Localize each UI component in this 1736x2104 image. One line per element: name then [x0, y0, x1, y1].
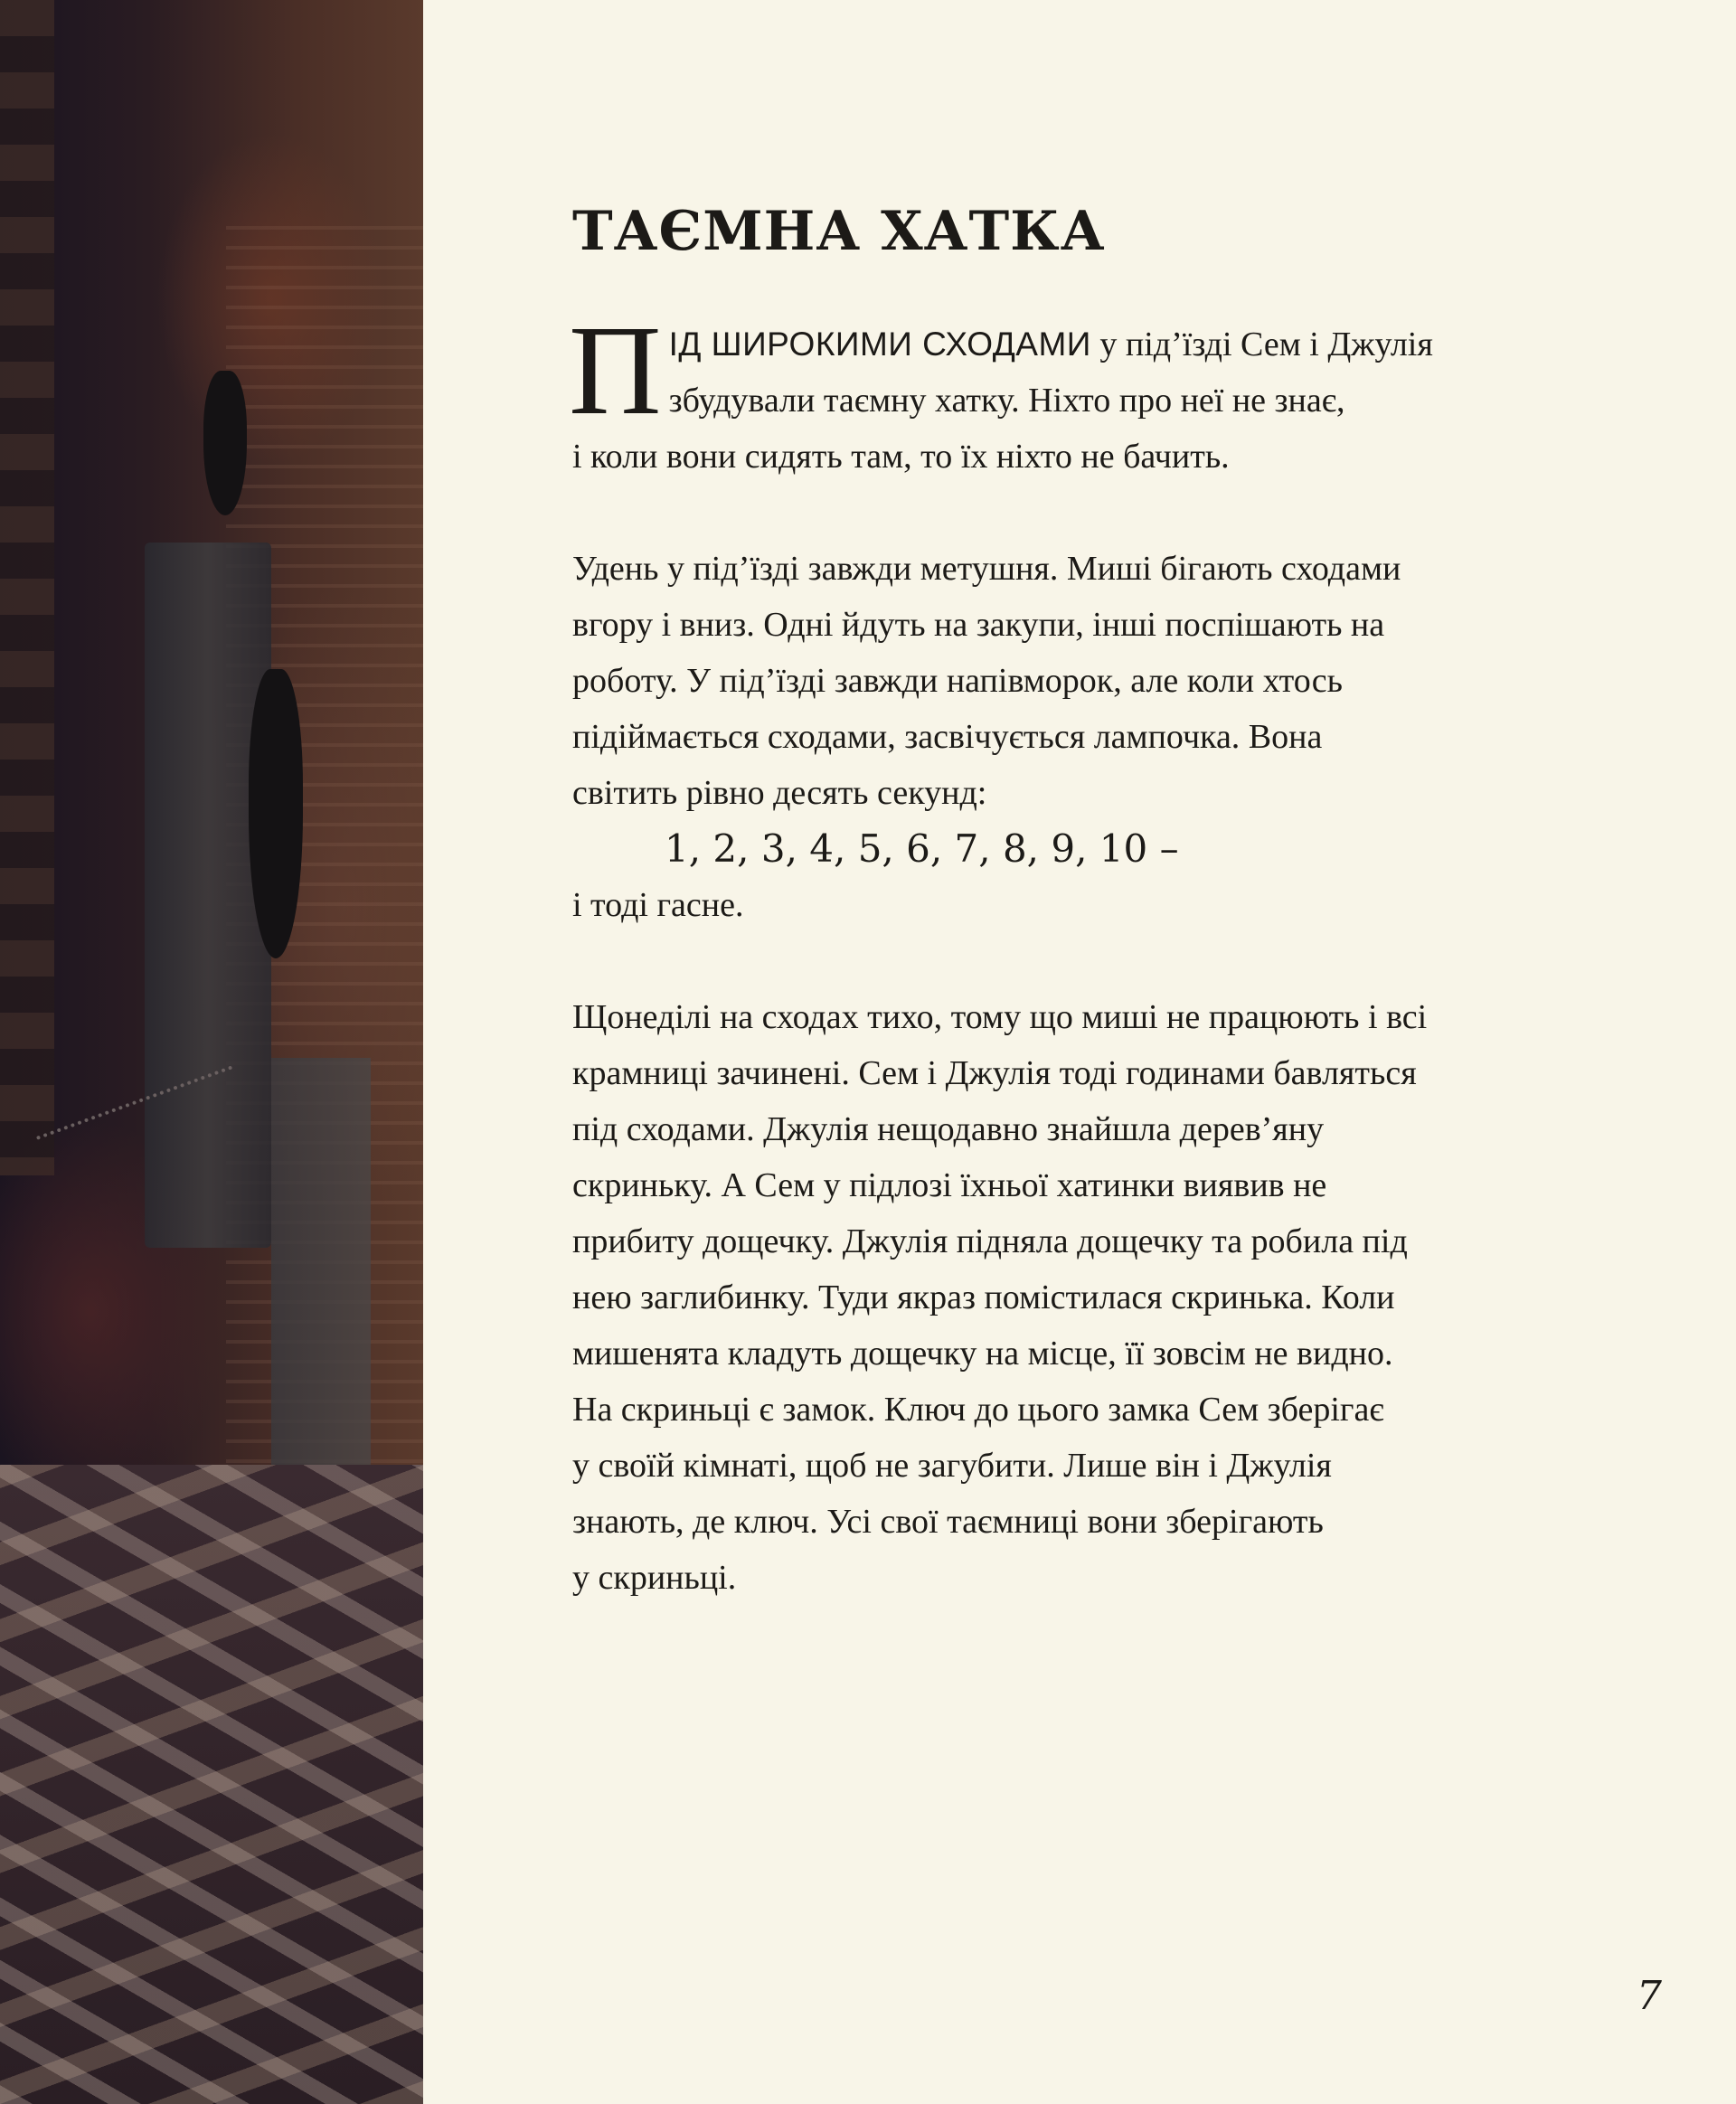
paragraph-line: у скриньці.: [572, 1559, 737, 1597]
paragraph-line: у своїй кімнаті, щоб не загубити. Лише він і Джулія: [572, 1447, 1332, 1485]
intro-line-text: у під’їзді Сем і Джулія: [1090, 326, 1433, 363]
intro-line: [572, 316, 1621, 373]
paragraph-line: нею заглибинку. Туди якраз помістилася скринька. Коли: [572, 1278, 1395, 1316]
lead-in: ІД ШИРОКИМИ СХОДАМИ: [668, 326, 1091, 363]
paragraph-line: вгору і вниз. Одні йдуть на закупи, інші поспішають на: [572, 606, 1385, 644]
paragraph-line: і тоді гасне.: [572, 886, 744, 924]
illustration-panel: [0, 0, 423, 2104]
paragraph-line: На скриньці є замок. Ключ до цього замка Сем зберігає: [572, 1391, 1384, 1429]
page-content: [569, 199, 1621, 1606]
intro-paragraph: [569, 298, 1621, 485]
paragraph-line: прибиту дощечку. Джулія підняла дощечку та робила під: [572, 1222, 1408, 1260]
boxes-illustration: [0, 1465, 423, 2104]
door-illustration: [145, 543, 271, 1248]
intro-line: і коли вони сидять там, то їх ніхто не бачить.: [572, 438, 1230, 476]
paragraph-line: крамниці зачинені. Сем і Джулія тоді годинами бавляться: [572, 1054, 1417, 1092]
paragraph-2: [572, 541, 1621, 933]
paragraph-line: роботу. У під’їзді завжди напівморок, але коли хтось: [572, 662, 1343, 700]
paragraph-line: скриньку. А Сем у підлозі їхньої хатинки виявив не: [572, 1166, 1327, 1204]
hinge-illustration: [249, 669, 303, 958]
chapter-title: ТАЄМНА ХАТКА: [572, 200, 1106, 263]
paragraph-line: Щонеділі на сходах тихо, тому що миші не працюють і всі: [572, 998, 1428, 1036]
staircase-illustration: [0, 0, 54, 1175]
counting-line: 1, 2, 3, 4, 5, 6, 7, 8, 9, 10 –: [665, 826, 1179, 871]
paragraph-3: [572, 989, 1621, 1606]
paragraph-line: підіймається сходами, засвічується лампочка. Вона: [572, 718, 1323, 756]
cabinet-illustration: [271, 1058, 371, 1528]
intro-line: збудували таємну хатку. Ніхто про неї не знає,: [668, 382, 1345, 420]
paragraph-line: під сходами. Джулія нещодавно знайшла дерев’яну: [572, 1110, 1325, 1148]
paragraph-line: Удень у під’їзді завжди метушня. Миші бігають сходами: [572, 550, 1401, 588]
paragraph-line: знають, де ключ. Усі свої таємниці вони зберігають: [572, 1503, 1324, 1541]
paragraph-line: світить рівно десять секунд:: [572, 774, 987, 812]
drop-cap: П: [569, 298, 662, 441]
hinge-illustration: [203, 371, 247, 515]
page-number: 7: [1637, 1973, 1662, 2019]
paragraph-line: мишенята кладуть дощечку на місце, її зовсім не видно.: [572, 1335, 1393, 1373]
